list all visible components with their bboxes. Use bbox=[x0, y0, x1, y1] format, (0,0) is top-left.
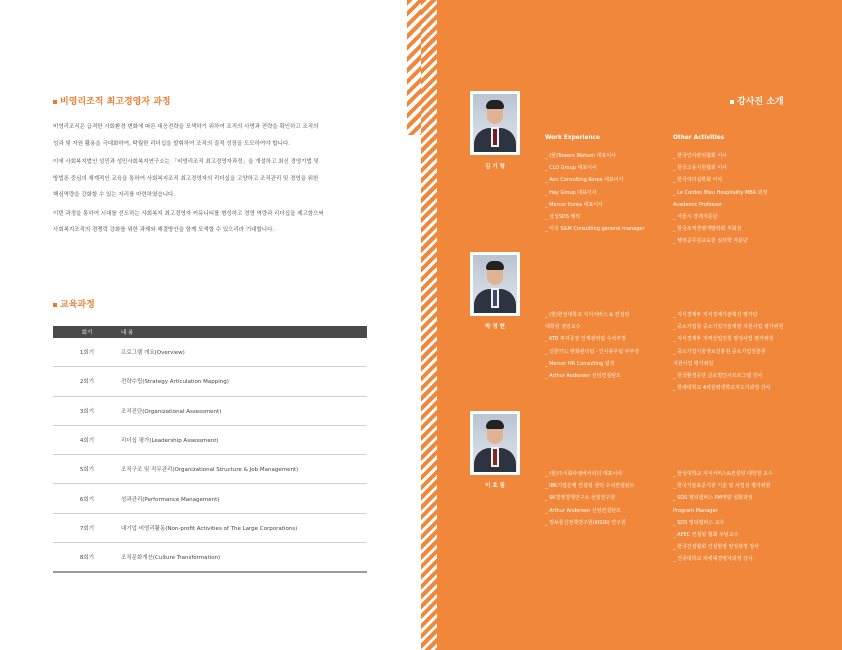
content-cell: 전략수립(Strategy Articulation Mapping) bbox=[121, 367, 367, 396]
intro-section-title: 비영리조직 최고경영자 과정 bbox=[53, 94, 171, 107]
list-item: _ Mercer HR Consulting 팀장 bbox=[545, 360, 615, 367]
list-item: _ SK경영경제연구소 선임연구원 bbox=[545, 495, 616, 502]
course-section-title: 교육과정 bbox=[53, 297, 95, 310]
list-item: _ 신한카드 변화관리팀 · 인사총무팀 부부장 bbox=[545, 348, 640, 355]
table-header-row bbox=[53, 326, 367, 338]
list-item: _ SDS 멀티캠퍼스 교수 bbox=[673, 519, 725, 526]
list-item: _ 한국기술표준기관 기술 및 사업성 평가위원 bbox=[673, 483, 771, 490]
list-item: _ 서울시 경제자문단 bbox=[673, 213, 718, 220]
list-item: _ 한국환경공단 글로벌인사프로그램 강사 bbox=[673, 372, 763, 379]
intro-line: 방법론 중심의 체계적인 교육을 통하여 사회복지조직 최고경영자의 리더십을 고양하고 조직관리 및 경영을 위한 bbox=[53, 175, 319, 182]
session-cell: 7회기 bbox=[53, 513, 121, 542]
list-item: _ 중소기업청 중소기업기술개발 지원사업 평가위원 bbox=[673, 324, 784, 331]
intro-line: 비영리조직은 급격한 사회환경 변화에 따른 대응전략을 모색하기 위하여 조직의 사명과 전략을 확인하고 조직의 bbox=[53, 124, 319, 130]
content-cell: 조직문화개선(Culture Transformation) bbox=[121, 543, 367, 573]
content-cell: 리더십 평가(Leadership Assessment) bbox=[121, 425, 367, 454]
header-session: 회기 bbox=[53, 326, 121, 338]
list-item: _ 한국리더십학회 이사 bbox=[673, 177, 723, 184]
list-item: _ 한국조직경영개발학회 부회장 bbox=[673, 226, 742, 233]
content-cell: 조직진단(Organizational Assessment) bbox=[121, 396, 367, 425]
instructor-name: 김 기 형 bbox=[485, 164, 505, 170]
table-row bbox=[53, 484, 367, 513]
decorative-stripes bbox=[421, 0, 437, 650]
list-item: _ Le Cordon Bleu Hospitality MBA 과정 bbox=[673, 189, 768, 196]
list-item: _ KTB 투자증권 인재관리팀 수석부장 bbox=[545, 336, 627, 343]
table-row bbox=[53, 455, 367, 484]
work-experience-list bbox=[545, 309, 639, 382]
list-item: _ 지식경제부 지역산업진흥 양성사업 평가위원 bbox=[673, 336, 774, 343]
header-content: 내 용 bbox=[121, 326, 367, 338]
list-item: 지원사업 평가위원 bbox=[673, 360, 714, 367]
list-item: _ 중소기업기술정보진흥원 중소기업진흥원 bbox=[673, 348, 766, 355]
list-item: _ 지식경제부 지식경제기술혁신 평가단 bbox=[673, 312, 758, 318]
intro-text bbox=[53, 120, 371, 240]
work-experience-list bbox=[545, 468, 635, 529]
list-item: _ (현)주식회사엠버서리더 대표이사 bbox=[545, 471, 623, 477]
instructor-photo bbox=[470, 91, 520, 155]
session-cell: 6회기 bbox=[53, 484, 121, 513]
list-item: _ 미국 S&M Consulting general manager bbox=[545, 226, 645, 233]
course-table bbox=[53, 326, 367, 573]
intro-line: 핵심역량을 강화할 수 있는 자리를 마련하였습니다. bbox=[53, 192, 176, 198]
list-item: _ 한세대학교 4차원평생학교지도자과정 강사 bbox=[673, 385, 771, 392]
intro-line: 이에 사회복지법인 성민과 성민사회복지연구소는 「비영리조직 최고경영자과정」을 개설하고 최신 경영기법 및 bbox=[53, 159, 319, 165]
instructor-name: 박 정 현 bbox=[485, 324, 505, 330]
session-cell: 2회기 bbox=[53, 367, 121, 396]
list-item: 대학원 겸임교수 bbox=[545, 324, 581, 331]
instructor-photo bbox=[470, 411, 520, 475]
instructor-photo bbox=[470, 252, 520, 316]
list-item: _ 한성대학교 지식서비스&컨설팅 대학원 교수 bbox=[673, 471, 773, 477]
table-row bbox=[53, 396, 367, 425]
other-activities-list bbox=[673, 468, 773, 566]
content-cell: 대기업 비영리활동(Non-profit Activities of The Large Corporations) bbox=[121, 513, 367, 542]
session-cell: 1회기 bbox=[53, 338, 121, 367]
list-item: _ 한국고용지원협회 이사 bbox=[673, 165, 727, 172]
work-experience-list bbox=[545, 150, 645, 235]
list-item: _ APEC 컨설팅 협회 주임교수 bbox=[673, 531, 739, 538]
list-item: Program Manager bbox=[673, 507, 718, 514]
intro-line: 성과 및 자원 활용을 극대화하여, 탁월한 리더십을 발휘하여 조직의 질적 성장을 도모하여야 합니다. bbox=[53, 140, 290, 147]
list-item: _ 행정공무원교육원 심리학 자문단 bbox=[673, 238, 748, 245]
list-item: _ Aon Consulting Korea 대표이사 bbox=[545, 177, 624, 184]
decorative-stripes bbox=[407, 0, 421, 135]
other-activities-list bbox=[673, 309, 783, 394]
list-item: _ 한국인사관리협회 이사 bbox=[673, 153, 727, 159]
session-cell: 3회기 bbox=[53, 396, 121, 425]
content-cell: 성과관리(Performance Management) bbox=[121, 484, 367, 513]
instructors-section-title: 강사진 소개 bbox=[730, 94, 784, 107]
session-cell: 4회기 bbox=[53, 425, 121, 454]
list-item: _ SDS 멀티캠퍼스 PM역량 심화과정 bbox=[673, 495, 753, 502]
bullet-square-icon bbox=[53, 303, 57, 307]
list-item: Academic Professor bbox=[673, 201, 723, 208]
session-cell: 8회기 bbox=[53, 543, 121, 573]
list-item: _ 삼성SDS 해외 bbox=[545, 213, 581, 220]
content-cell: 조직구조 및 직무관리(Organizational Structure & Job Management) bbox=[121, 455, 367, 484]
list-item: _ Arthur Andersen 선임컨설턴트 bbox=[545, 372, 621, 379]
bullet-square-icon bbox=[730, 100, 734, 104]
list-item: _ Arthur Andersen 선임컨설턴트 bbox=[545, 507, 621, 514]
list-item: _ Mercer Korea 대표이사 bbox=[545, 201, 603, 208]
intro-line: 사회복지조직의 경쟁력 강화를 위한 과제와 해결방안을 함께 모색할 수 있으리라 기대합니다. bbox=[53, 227, 275, 233]
list-item: _ 건국대학교 차세대경영자과정 강사 bbox=[673, 556, 753, 563]
list-item: _ (현)Towers Watson 대표이사 bbox=[545, 153, 616, 159]
list-item: _ 정보통신정책연구원(KISDI) 연구원 bbox=[545, 519, 626, 526]
table-row bbox=[53, 543, 367, 573]
list-item: _ 한국건설협회 건설현장 양성과정 강사 bbox=[673, 544, 760, 551]
content-cell: 프로그램 개요(Overview) bbox=[121, 338, 367, 367]
work-experience-heading: Work Experience bbox=[545, 135, 600, 141]
table-row bbox=[53, 367, 367, 396]
bullet-square-icon bbox=[53, 100, 57, 104]
table-row bbox=[53, 338, 367, 367]
session-cell: 5회기 bbox=[53, 455, 121, 484]
intro-line: 이번 과정을 통하여 시대를 선도하는 사회복지 최고경영자 커뮤니티를 형성하고 경영 역량과 리더십을 제고함으써 bbox=[53, 210, 324, 217]
list-item: _ (현)한성대학교 지식서비스 & 컨설팅 bbox=[545, 312, 630, 318]
list-item: _ IBK기업은행 컨설팅 센터 수석컨설턴트 bbox=[545, 483, 635, 490]
instructor-name: 이 호 림 bbox=[485, 483, 505, 489]
table-row bbox=[53, 513, 367, 542]
list-item: _ CLO Group 대표이사 bbox=[545, 165, 597, 172]
list-item: _ Hay Group 대표이사 bbox=[545, 189, 597, 196]
table-row bbox=[53, 425, 367, 454]
other-activities-list bbox=[673, 150, 767, 248]
other-activities-heading: Other Activities bbox=[673, 135, 725, 141]
